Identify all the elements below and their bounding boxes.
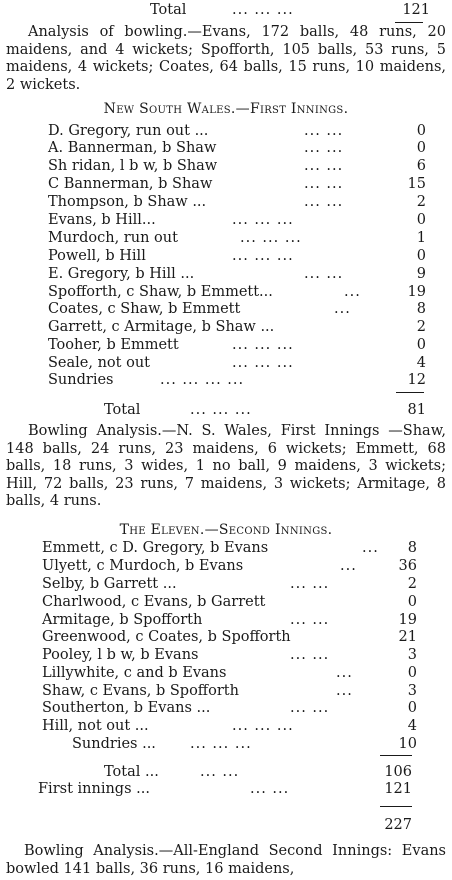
nsw-total-row	[0, 400, 452, 420]
eleven-total-rule	[380, 755, 412, 756]
nsw-innings-heading: New South Wales.—First Innings.	[103, 101, 349, 117]
batsman-entry: Ulyett, c Murdoch, b Evans	[42, 558, 244, 574]
runs-value: 3	[407, 647, 417, 663]
runs-value: 4	[407, 718, 417, 734]
batting-row	[0, 192, 452, 212]
runs-value: 10	[398, 736, 417, 752]
batsman-entry: Sundries	[48, 372, 114, 388]
runs-value: 15	[407, 176, 426, 192]
batsman-entry: Garrett, c Armitage, b Shaw ...	[48, 319, 275, 335]
batting-row	[0, 370, 452, 390]
first-innings-value: 121	[384, 781, 412, 797]
batsman-entry: Tooher, b Emmett	[48, 337, 179, 353]
batsman-entry: E. Gregory, b Hill ...	[48, 266, 195, 282]
batting-row	[0, 156, 452, 176]
batsman-entry: Powell, b Hill	[48, 248, 146, 264]
batting-row	[0, 246, 452, 266]
runs-value: 2	[416, 194, 426, 210]
leader-dots: ... ... ...	[232, 248, 294, 264]
leader-dots: ... ... ...	[232, 355, 294, 371]
eleven-innings-heading: The Eleven.—Second Innings.	[119, 522, 333, 538]
eleven-total-label: Total ...	[104, 764, 159, 780]
runs-value: 21	[398, 629, 417, 645]
batting-row	[0, 556, 452, 576]
runs-value: 36	[398, 558, 417, 574]
runs-value: 0	[407, 665, 417, 681]
runs-value: 2	[407, 576, 417, 592]
nsw-total-dots: ... ... ...	[190, 402, 252, 418]
runs-value: 2	[416, 319, 426, 335]
batsman-entry: Sh ridan, l b w, b Shaw	[48, 158, 218, 174]
leader-dots: ... ...	[304, 194, 344, 210]
batting-row	[0, 574, 452, 594]
grand-total-rule	[380, 806, 412, 807]
batsman-entry: A. Bannerman, b Shaw	[48, 140, 217, 156]
batting-row	[0, 716, 452, 736]
batting-row	[0, 317, 452, 337]
bowling-analysis-all-england: Bowling Analysis.—All-England Second Innings: Evans bowled 141 balls, 36 runs, 16 maidens,	[6, 843, 446, 877]
batsman-entry: Thompson, b Shaw ...	[48, 194, 207, 210]
batsman-entry: C Bannerman, b Shaw	[48, 176, 213, 192]
bowling-analysis-nsw: Bowling Analysis.—N. S. Wales, First Innings —Shaw, 148 balls, 24 runs, 23 maidens, 6 wickets; Emmett, 68 balls, 18 runs, 3 wides, 1 no ball, 9 maidens, 3 wickets; Hill, 72 balls, 23 runs, 7 maidens, 3 wickets; Armitage, 8 balls, 4 runs.	[6, 423, 446, 510]
runs-value: 3	[407, 683, 417, 699]
leader-dots: ... ...	[290, 576, 330, 592]
leader-dots: ...	[362, 540, 379, 556]
leader-dots: ... ...	[304, 266, 344, 282]
batsman-entry: Shaw, c Evans, b Spofforth	[42, 683, 239, 699]
batsman-entry: Spofforth, c Shaw, b Emmett...	[48, 284, 273, 300]
leader-dots: ...	[334, 301, 351, 317]
batsman-entry: Lillywhite, c and b Evans	[42, 665, 227, 681]
leader-dots: ...	[340, 558, 357, 574]
leader-dots: ...	[336, 665, 353, 681]
batsman-entry: Murdoch, run out	[48, 230, 178, 246]
runs-value: 12	[407, 372, 426, 388]
leader-dots: ... ... ...	[232, 718, 294, 734]
runs-value: 8	[407, 540, 417, 556]
batting-row	[0, 592, 452, 612]
leader-dots: ... ...	[304, 123, 344, 139]
top-total-dots: ... ... ...	[232, 2, 294, 18]
top-total-rule	[395, 22, 423, 23]
leader-dots: ... ... ... ...	[160, 372, 245, 388]
batsman-entry: Southerton, b Evans ...	[42, 700, 211, 716]
nsw-total-value: 81	[407, 402, 426, 418]
batsman-entry: Selby, b Garrett ...	[42, 576, 177, 592]
batsman-entry: Evans, b Hill...	[48, 212, 156, 228]
runs-value: 0	[407, 700, 417, 716]
leader-dots: ... ...	[290, 612, 330, 628]
batsman-entry: Charlwood, c Evans, b Garrett	[42, 594, 266, 610]
runs-value: 0	[407, 594, 417, 610]
leader-dots: ... ...	[290, 700, 330, 716]
runs-value: 19	[407, 284, 426, 300]
batting-row	[0, 538, 452, 558]
runs-value: 0	[416, 123, 426, 139]
runs-value: 0	[416, 140, 426, 156]
batting-row	[0, 335, 452, 355]
runs-value: 0	[416, 248, 426, 264]
batsman-entry: Coates, c Shaw, b Emmett	[48, 301, 241, 317]
eleven-total-dots: ... ...	[200, 764, 240, 780]
batting-row	[0, 734, 452, 754]
batsman-entry: Seale, not out	[48, 355, 150, 371]
runs-value: 1	[416, 230, 426, 246]
runs-value: 8	[416, 301, 426, 317]
runs-value: 6	[416, 158, 426, 174]
leader-dots: ... ... ...	[232, 212, 294, 228]
batsman-entry: Emmett, c D. Gregory, b Evans	[42, 540, 269, 556]
runs-value: 0	[416, 337, 426, 353]
batsman-entry: Greenwood, c Coates, b Spofforth	[42, 629, 291, 645]
leader-dots: ... ... ...	[190, 736, 252, 752]
batsman-entry: Hill, not out ...	[42, 718, 149, 734]
leader-dots: ...	[344, 284, 361, 300]
leader-dots: ... ...	[304, 158, 344, 174]
eleven-total-value: 106	[384, 764, 412, 780]
first-innings-label: First innings ...	[38, 781, 150, 797]
leader-dots: ... ...	[304, 176, 344, 192]
leader-dots: ...	[336, 683, 353, 699]
runs-value: 4	[416, 355, 426, 371]
first-innings-dots: ... ...	[250, 781, 290, 797]
grand-total-value: 227	[384, 817, 412, 833]
leader-dots: ... ... ...	[232, 337, 294, 353]
batting-row	[0, 210, 452, 230]
runs-value: 19	[398, 612, 417, 628]
batting-row	[0, 174, 452, 194]
leader-dots: ... ...	[290, 647, 330, 663]
grand-total-row	[0, 815, 452, 835]
batting-row	[0, 228, 452, 248]
bowling-analysis-first: Analysis of bowling.—Evans, 172 balls, 48 runs, 20 maidens, and 4 wickets; Spofforth, 105 balls, 53 runs, 5 maidens, 4 wickets; Coates, 64 balls, 15 runs, 10 maidens, 2 wickets.	[6, 24, 446, 93]
runs-value: 9	[416, 266, 426, 282]
leader-dots: ... ... ...	[240, 230, 302, 246]
batting-row	[0, 645, 452, 665]
leader-dots: ... ...	[304, 140, 344, 156]
nsw-total-label: Total	[104, 402, 141, 418]
batting-row	[0, 698, 452, 718]
top-total-label: Total	[150, 2, 187, 18]
top-total-value: 121	[402, 2, 430, 18]
batsman-entry: Sundries ...	[72, 736, 156, 752]
batting-row	[0, 138, 452, 158]
batsman-entry: Armitage, b Spofforth	[42, 612, 203, 628]
batsman-entry: Pooley, l b w, b Evans	[42, 647, 199, 663]
batting-row	[0, 299, 452, 319]
batting-row	[0, 264, 452, 284]
runs-value: 0	[416, 212, 426, 228]
batting-row	[0, 627, 452, 647]
first-innings-row	[0, 779, 452, 799]
batsman-entry: D. Gregory, run out ...	[48, 123, 209, 139]
batting-row	[0, 663, 452, 683]
nsw-total-rule	[396, 392, 424, 393]
top-total-row	[0, 0, 452, 20]
